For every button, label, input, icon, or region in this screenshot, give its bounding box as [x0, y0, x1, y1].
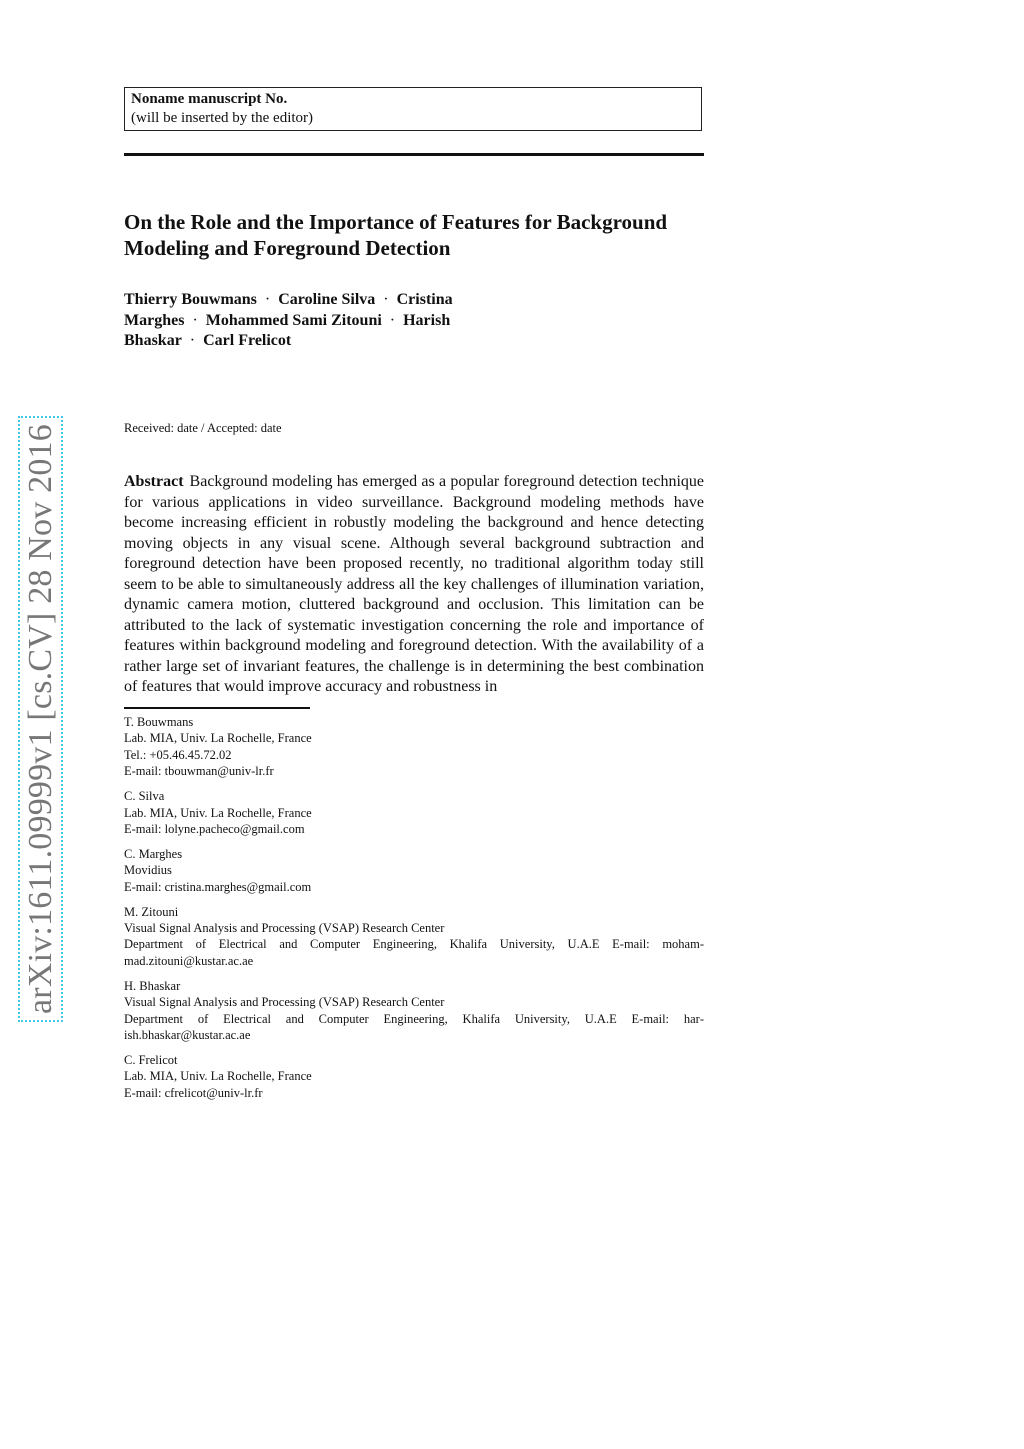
arxiv-identifier-stamp: arXiv:1611.09999v1 [cs.CV] 28 Nov 2016 — [18, 416, 63, 1022]
affiliation-institution: Lab. MIA, Univ. La Rochelle, France — [124, 731, 312, 746]
received-date: Received: date / Accepted: date — [124, 421, 282, 435]
affiliation-name: M. Zitouni — [124, 904, 179, 919]
author-name: Marghes — [124, 311, 185, 329]
author-name: Cristina — [396, 291, 453, 308]
affiliation-email: E-mail: tbouwman@univ-lr.fr — [124, 764, 274, 779]
author-separator: · — [389, 311, 396, 329]
footnote-rule — [124, 707, 310, 709]
abstract — [124, 472, 704, 698]
affiliation-institution: Lab. MIA, Univ. La Rochelle, France — [124, 805, 312, 820]
affiliation-phone: Tel.: +05.46.45.72.02 — [124, 747, 232, 762]
affiliation-institution: Visual Signal Analysis and Processing (VSAP) Research Center — [124, 995, 445, 1010]
abstract-text: Background modeling has emerged as a popular foreground detection technique for various applications in video surveillance. Background modeling methods have become increasing efficient in robustly modeling the background and hence detecting moving objects in any visual scene. Although several background subtraction and foreground detection have been proposed recently, no traditional algorithm today still seem to be able to simultaneously address all the key challenges of illumination variation, dynamic camera motion, cluttered background and occlusion. This limitation can be attributed to the lack of systematic investigation concerning the role and importance of features within background modeling and foreground detection. With the availability of a rather large set of invariant features, the challenge is in determining the best combination of features that would improve accuracy and robustness in — [124, 473, 704, 695]
editor-note: (will be inserted by the editor) — [131, 110, 314, 126]
manuscript-number: Noname manuscript No. — [131, 91, 288, 107]
author-name: Mohammed Sami Zitouni — [205, 311, 382, 329]
affiliation-institution: Movidius — [124, 863, 172, 878]
author-line-2 — [124, 311, 524, 332]
author-separator: · — [264, 291, 271, 308]
affiliation-institution: Lab. MIA, Univ. La Rochelle, France — [124, 1069, 312, 1084]
affiliation-bhaskar — [124, 978, 704, 1044]
affiliation-marghes — [124, 846, 704, 895]
affiliation-zitouni — [124, 904, 704, 970]
author-list — [124, 290, 524, 352]
affiliation-name: T. Bouwmans — [124, 715, 194, 729]
affiliation-name: C. Marghes — [124, 846, 183, 861]
title-line-2: Modeling and Foreground Detection — [124, 236, 451, 260]
author-name: Thierry Bouwmans — [124, 291, 257, 308]
author-name: Caroline Silva — [278, 291, 376, 308]
author-line-3 — [124, 331, 524, 352]
affiliation-email: E-mail: lolyne.pacheco@gmail.com — [124, 821, 305, 836]
author-name: Carl Frelicot — [203, 332, 292, 349]
author-separator: · — [383, 291, 389, 308]
abstract-label: Abstract — [124, 473, 184, 490]
author-separator: · — [189, 332, 196, 349]
author-separator: · — [192, 311, 198, 329]
author-name: Harish — [403, 311, 451, 329]
affiliation-institution: Visual Signal Analysis and Processing (VSAP) Research Center — [124, 920, 445, 935]
affiliation-frelicot — [124, 1052, 704, 1101]
title-rule — [124, 153, 704, 156]
affiliation-email: E-mail: cristina.marghes@gmail.com — [124, 879, 312, 894]
affiliation-name: C. Frelicot — [124, 1052, 178, 1067]
affiliation-department-email: Department of Electrical and Computer Engineering, Khalifa University, U.A.E E-mail: mohammad.zitouni@kustar.ac.ae — [124, 937, 704, 968]
affiliation-name: C. Silva — [124, 789, 165, 804]
title-line-1: On the Role and the Importance of Features for Background — [124, 210, 668, 234]
manuscript-box — [124, 87, 702, 131]
paper-title — [124, 209, 724, 261]
affiliation-email: E-mail: cfrelicot@univ-lr.fr — [124, 1085, 263, 1100]
affiliations — [124, 714, 704, 1110]
affiliation-department-email: Department of Electrical and Computer Engineering, Khalifa University, U.A.E E-mail: harish.bhaskar@kustar.ac.ae — [124, 1011, 704, 1042]
affiliation-bouwmans — [124, 714, 704, 780]
author-name: Bhaskar — [124, 332, 182, 349]
affiliation-name: H. Bhaskar — [124, 978, 181, 993]
author-line-1 — [124, 290, 524, 311]
affiliation-silva — [124, 788, 704, 837]
